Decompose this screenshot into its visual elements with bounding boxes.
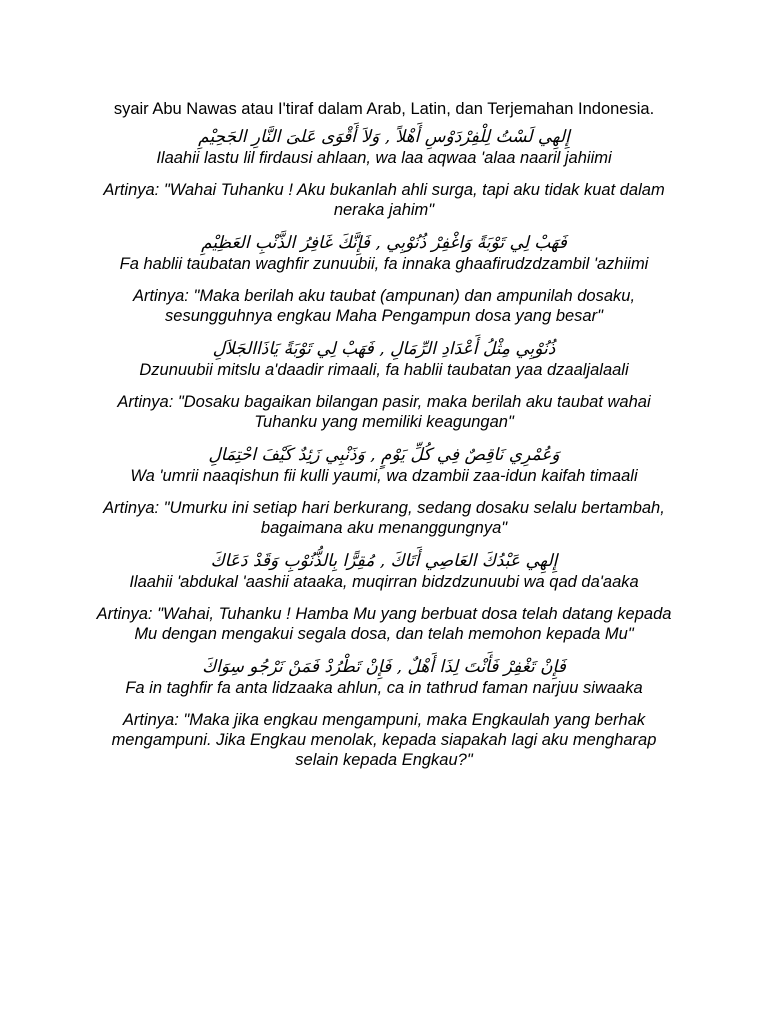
latin-transliteration: Ilaahii lastu lil firdausi ahlaan, wa laa aqwaa 'alaa naaril jahiimi: [156, 149, 612, 167]
arabic-verse: وَعُمْرِي نَاقِصٌ فِي كُلِّ يَوْمٍ , وَذَنْبِي زَئِدٌ كَيْفَ احْتِمَالِ: [208, 445, 560, 465]
translation-text: Artinya: "Dosaku bagaikan bilangan pasir, maka berilah aku taubat wahai Tuhanku yang memiliki keagungan": [117, 393, 651, 431]
document-page: [92, 99, 676, 782]
arabic-verse: فَهَبْ لِي تَوْبَةً وَاغْفِرْ ذُنُوْبِي , فَإِنَّكَ غَافِرُ الذَّنْبِ العَظِيْمِ: [201, 233, 567, 253]
translation-text: Artinya: "Umurku ini setiap hari berkurang, sedang dosaku selalu bertambah, bagaimana aku menanggungnya": [103, 499, 665, 537]
stanza-6: [92, 656, 676, 770]
arabic-verse: فَإِنْ تَغْفِرْ فَأَنْتَ لِذَا أَهْلٌ , فَإِنْ تَطْرُدْ فَمَنْ نَرْجُو سِوَاكَ: [202, 657, 566, 677]
stanza-1: [92, 126, 676, 220]
stanza-2: [92, 232, 676, 326]
latin-transliteration: Fa hablii taubatan waghfir zunuubii, fa innaka ghaafirudzdzambil 'azhiimi: [119, 255, 649, 273]
stanza-4: [92, 444, 676, 538]
stanza-5: [92, 550, 676, 644]
stanza-3: [92, 338, 676, 432]
latin-transliteration: Wa 'umrii naaqishun fii kulli yaumi, wa dzambii zaa-idun kaifah timaali: [130, 467, 638, 485]
translation-text: Artinya: "Wahai, Tuhanku ! Hamba Mu yang berbuat dosa telah datang kepada Mu dengan mengakui segala dosa, dan telah memohon kepada Mu": [96, 605, 672, 643]
arabic-verse: إِلهِي لَسْتُ لِلْفِرْدَوْسِ أَهْلاً , وَلاَ أَقْوَى عَلىَ النَّارِ الجَحِيْمِ: [198, 127, 570, 147]
translation-text: Artinya: "Wahai Tuhanku ! Aku bukanlah ahli surga, tapi aku tidak kuat dalam neraka jahim": [103, 181, 665, 219]
translation-text: Artinya: "Maka jika engkau mengampuni, maka Engkaulah yang berhak mengampuni. Jika Engkau menolak, kepada siapakah lagi aku mengharap selain kepada Engkau?": [111, 711, 657, 769]
translation-text: Artinya: "Maka berilah aku taubat (ampunan) dan ampunilah dosaku, sesungguhnya engkau Maha Pengampun dosa yang besar": [132, 287, 636, 325]
arabic-verse: ذُنُوْبِي مِثْلُ أَعْدَادِ الرِّمَالِ , فَهَبْ لِي تَوْبَةً يَاذَاالجَلاَلِ: [212, 339, 556, 359]
document-title: syair Abu Nawas atau I'tiraf dalam Arab, Latin, dan Terjemahan Indonesia.: [113, 100, 655, 118]
latin-transliteration: Dzunuubii mitslu a'daadir rimaali, fa hablii taubatan yaa dzaaljalaali: [139, 361, 629, 379]
latin-transliteration: Ilaahii 'abdukal 'aashii ataaka, muqirran bidzdzunuubi wa qad da'aaka: [129, 573, 639, 591]
latin-transliteration: Fa in taghfir fa anta lidzaaka ahlun, ca in tathrud faman narjuu siwaaka: [125, 679, 643, 697]
arabic-verse: إِلهِي عَبْدُكَ العَاصِي أَتَاكَ , مُقِرًّا بِالذُّنُوْبِ وَقَدْ دَعَاكَ: [210, 551, 558, 571]
